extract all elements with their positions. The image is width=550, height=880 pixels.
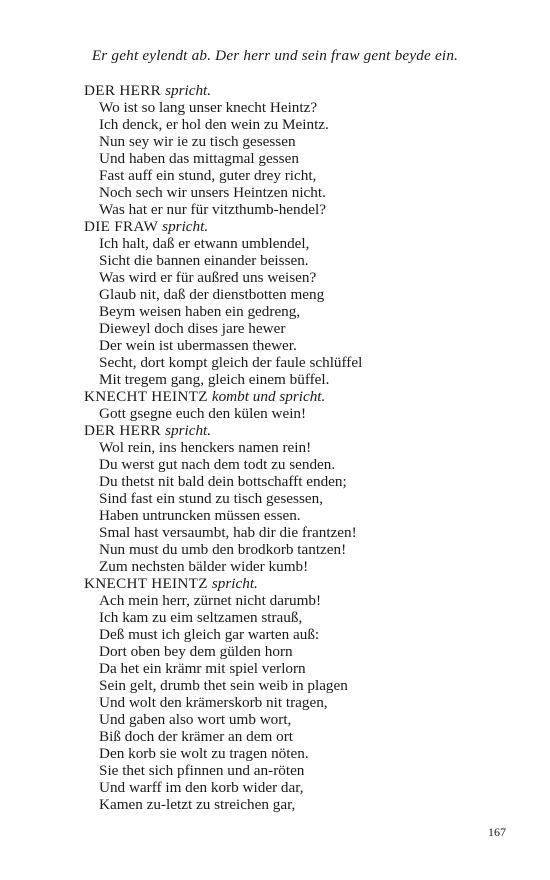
play-text <box>84 82 524 813</box>
verse-line: Fast auff ein stund, guter drey richt, <box>99 167 317 184</box>
verse-line: Mit tregem gang, gleich einem büffel. <box>99 371 330 388</box>
verse-line: Gott gsegne euch den külen wein! <box>99 405 307 422</box>
verse-line: Haben untruncken müssen essen. <box>99 507 301 524</box>
verse-line: Und haben das mittagmal gessen <box>99 150 299 167</box>
speaker-direction: spricht. <box>165 422 212 439</box>
speaker-direction: spricht. <box>165 82 212 99</box>
verse-line: Da het ein krämr mit spiel verlorn <box>99 660 306 677</box>
speaker-name: DER HERR <box>84 82 162 99</box>
verse-line: Sie thet sich pfinnen und an-röten <box>99 762 305 779</box>
verse-line: Ich halt, daß er etwann umblendel, <box>99 235 310 252</box>
speaker-direction: spricht. <box>162 218 209 235</box>
verse-line: Nun must du umb den brodkorb tantzen! <box>99 541 347 558</box>
speaker-name: KNECHT HEINTZ <box>84 388 208 405</box>
speaker-name: KNECHT HEINTZ <box>84 575 208 592</box>
verse-line: Was hat er nur für vitzthumb-hendel? <box>99 201 326 218</box>
verse-line: Ach mein herr, zürnet nicht darumb! <box>99 592 322 609</box>
page-number: 167 <box>488 825 506 839</box>
verse-line: Wo ist so lang unser knecht Heintz? <box>99 99 318 116</box>
speaker-line <box>84 82 524 99</box>
verse-line: Du thetst nit bald dein bottschafft enden; <box>99 473 347 490</box>
verse-line: Dort oben bey dem gülden horn <box>99 643 293 660</box>
verse-line: Kamen zu-letzt zu streichen gar, <box>99 796 296 813</box>
verse-line: Ich denck, er hol den wein zu Meintz. <box>99 116 329 133</box>
verse-line: Beym weisen haben ein gedreng, <box>99 303 301 320</box>
verse-line: Dieweyl doch dises jare hewer <box>99 320 286 337</box>
speaker-direction: spricht. <box>211 575 258 592</box>
verse-line: Wol rein, ins henckers namen rein! <box>99 439 312 456</box>
verse-line: Deß must ich gleich gar warten auß: <box>99 626 320 643</box>
stage-direction: Er geht eylendt ab. Der herr und sein fraw gent beyde ein. <box>91 47 459 64</box>
speaker-line <box>84 218 524 235</box>
verse-line: Und wolt den krämerskorb nit tragen, <box>99 694 328 711</box>
verse-line: Biß doch der krämer an dem ort <box>99 728 293 745</box>
verse-line: Und warff im den korb wider dar, <box>99 779 304 796</box>
speaker-name: DIE FRAW <box>84 218 159 235</box>
speaker-name: DER HERR <box>84 422 162 439</box>
verse-line: Und gaben also wort umb wort, <box>99 711 292 728</box>
verse-line: Sicht die bannen einander beissen. <box>99 252 309 269</box>
verse-line: Nun sey wir ie zu tisch gesessen <box>99 133 296 150</box>
verse-line: Der wein ist ubermassen thewer. <box>99 337 297 354</box>
verse-line: Du werst gut nach dem todt zu senden. <box>99 456 336 473</box>
verse-line: Secht, dort kompt gleich der faule schlüffel <box>99 354 363 371</box>
verse-line: Smal hast versaumbt, hab dir die frantzen! <box>99 524 357 541</box>
verse-line: Was wird er für außred uns weisen? <box>99 269 317 286</box>
verse-line: Sind fast ein stund zu tisch gesessen, <box>99 490 323 507</box>
verse-line: Zum nechsten bälder wider kumb! <box>99 558 309 575</box>
speaker-line <box>84 388 524 405</box>
verse-line: Ich kam zu eim seltzamen strauß, <box>99 609 303 626</box>
verse-line: Sein gelt, drumb thet sein weib in plagen <box>99 677 348 694</box>
speaker-line <box>84 575 524 592</box>
verse-line: Glaub nit, daß der dienstbotten meng <box>99 286 325 303</box>
verse-line: Noch sech wir unsers Heintzen nicht. <box>99 184 326 201</box>
verse-line: Den korb sie wolt zu tragen nöten. <box>99 745 309 762</box>
speaker-line <box>84 422 524 439</box>
speaker-direction: kombt und spricht. <box>211 388 326 405</box>
